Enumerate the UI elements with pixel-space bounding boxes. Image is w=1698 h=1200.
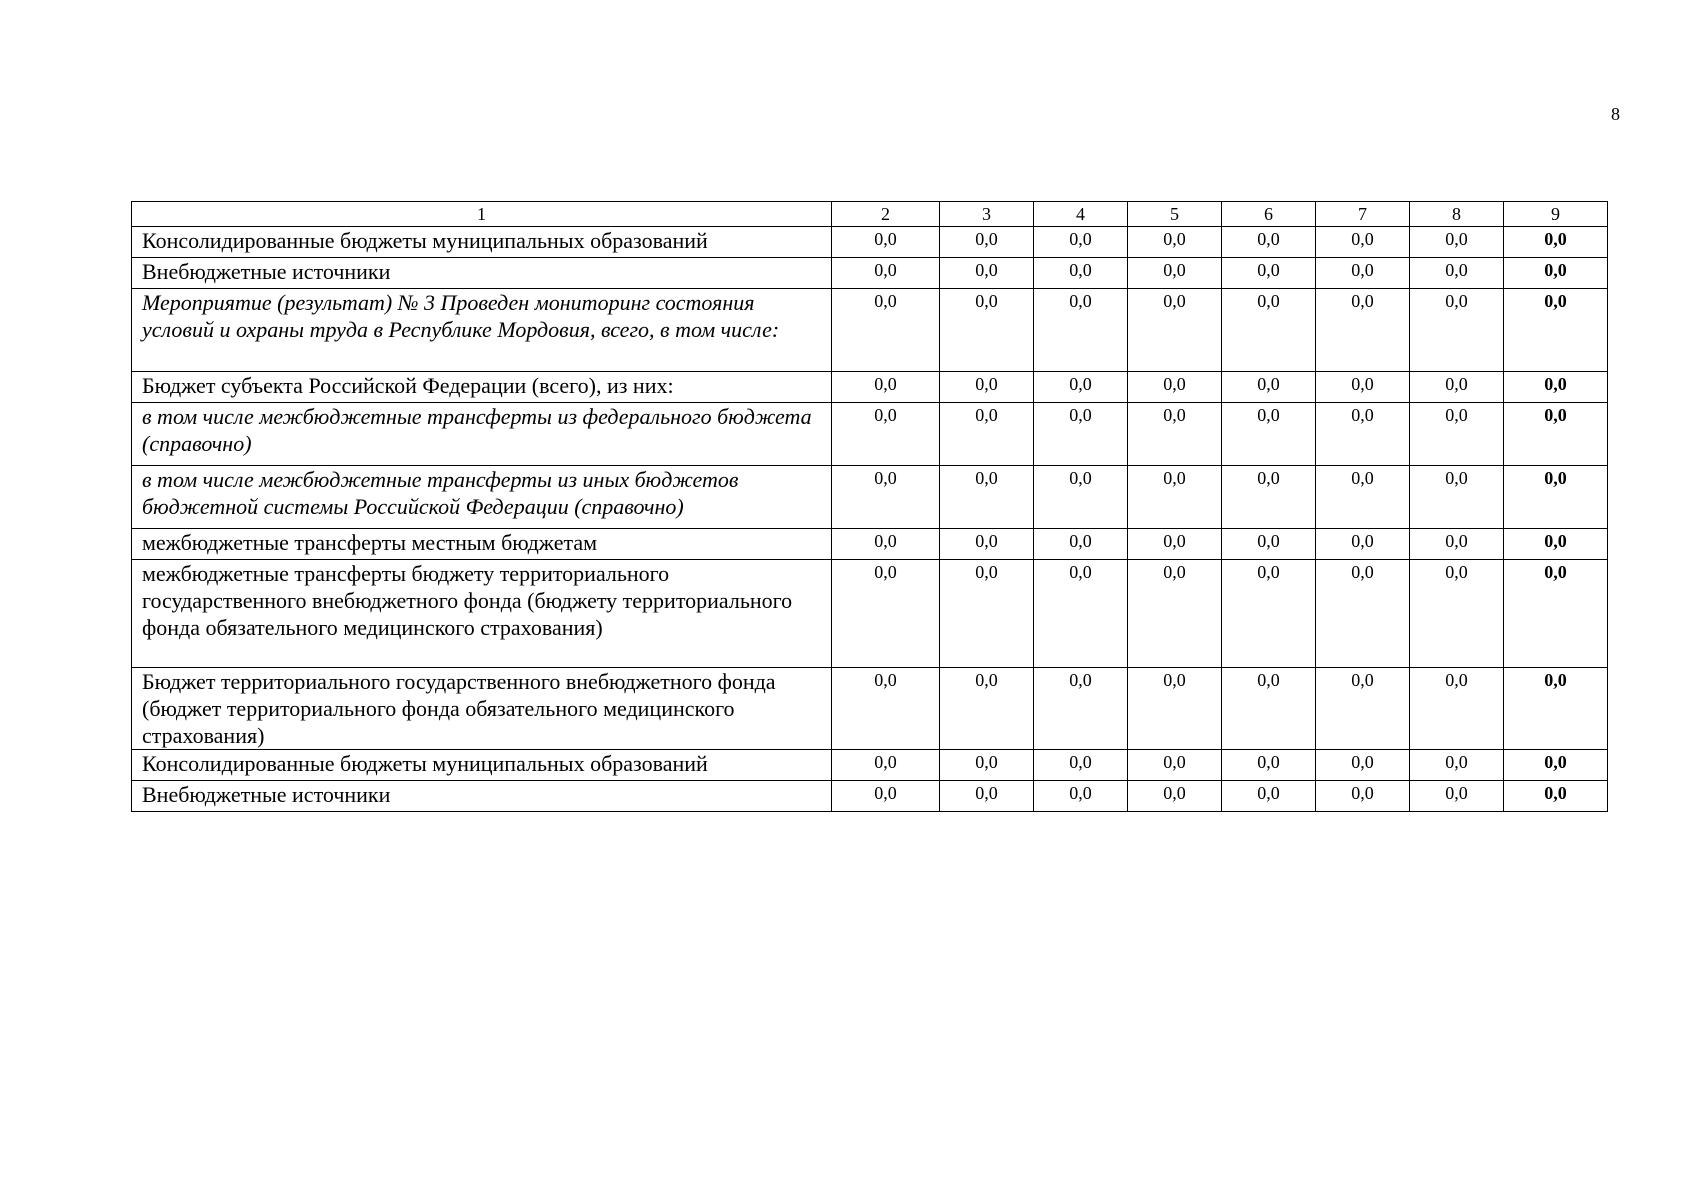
value-cell: 0,0 [1128, 289, 1222, 372]
value-cell: 0,0 [832, 466, 940, 529]
value-cell: 0,0 [1128, 258, 1222, 289]
value-cell: 0,0 [1034, 403, 1128, 466]
value-cell: 0,0 [1222, 289, 1316, 372]
value-cell: 0,0 [832, 403, 940, 466]
value-cell: 0,0 [1410, 466, 1504, 529]
value-cell: 0,0 [832, 560, 940, 668]
table-row [132, 750, 1608, 781]
value-cell: 0,0 [1034, 529, 1128, 560]
value-cell: 0,0 [1504, 750, 1608, 781]
value-cell: 0,0 [832, 750, 940, 781]
value-cell: 0,0 [1034, 466, 1128, 529]
value-cell: 0,0 [940, 781, 1034, 812]
value-cell: 0,0 [1316, 668, 1410, 750]
value-cell: 0,0 [1128, 750, 1222, 781]
value-cell: 0,0 [1222, 529, 1316, 560]
value-cell: 0,0 [1316, 750, 1410, 781]
table-row [132, 781, 1608, 812]
value-cell: 0,0 [1316, 781, 1410, 812]
value-cell: 0,0 [1316, 372, 1410, 403]
table-row [132, 529, 1608, 560]
value-cell: 0,0 [1034, 372, 1128, 403]
value-cell: 0,0 [1222, 560, 1316, 668]
value-cell: 0,0 [1410, 781, 1504, 812]
table-row [132, 227, 1608, 258]
value-cell: 0,0 [1316, 529, 1410, 560]
value-cell: 0,0 [940, 560, 1034, 668]
value-cell: 0,0 [1504, 466, 1608, 529]
value-cell: 0,0 [1222, 466, 1316, 529]
value-cell: 0,0 [1128, 227, 1222, 258]
table-row [132, 560, 1608, 668]
row-label: Консолидированные бюджеты муниципальных образований [132, 750, 832, 781]
value-cell: 0,0 [1410, 289, 1504, 372]
column-header: 6 [1222, 202, 1316, 227]
value-cell: 0,0 [1504, 529, 1608, 560]
value-cell: 0,0 [940, 258, 1034, 289]
value-cell: 0,0 [832, 227, 940, 258]
value-cell: 0,0 [1128, 403, 1222, 466]
value-cell: 0,0 [1410, 529, 1504, 560]
row-label: межбюджетные трансферты бюджету территориального государственного внебюджетного фонда (бюджету территориального фонда обязательного медицинского страхования) [132, 560, 832, 668]
column-header: 9 [1504, 202, 1608, 227]
value-cell: 0,0 [1128, 466, 1222, 529]
table-row [132, 466, 1608, 529]
value-cell: 0,0 [1034, 560, 1128, 668]
value-cell: 0,0 [1316, 466, 1410, 529]
row-label: Бюджет субъекта Российской Федерации (всего), из них: [132, 372, 832, 403]
value-cell: 0,0 [940, 529, 1034, 560]
value-cell: 0,0 [1128, 529, 1222, 560]
value-cell: 0,0 [1504, 258, 1608, 289]
row-label: межбюджетные трансферты местным бюджетам [132, 529, 832, 560]
row-label: Мероприятие (результат) № 3 Проведен мониторинг состояния условий и охраны труда в Республике Мордовия, всего, в том числе: [132, 289, 832, 372]
column-header: 1 [132, 202, 832, 227]
value-cell: 0,0 [940, 466, 1034, 529]
value-cell: 0,0 [1222, 668, 1316, 750]
value-cell: 0,0 [1410, 750, 1504, 781]
column-header: 3 [940, 202, 1034, 227]
value-cell: 0,0 [940, 227, 1034, 258]
value-cell: 0,0 [1410, 560, 1504, 668]
table-row [132, 258, 1608, 289]
value-cell: 0,0 [1316, 227, 1410, 258]
value-cell: 0,0 [832, 289, 940, 372]
column-header: 8 [1410, 202, 1504, 227]
value-cell: 0,0 [1504, 560, 1608, 668]
column-header: 2 [832, 202, 940, 227]
budget-table [131, 201, 1608, 812]
value-cell: 0,0 [940, 372, 1034, 403]
value-cell: 0,0 [1034, 227, 1128, 258]
table-row [132, 289, 1608, 372]
value-cell: 0,0 [832, 781, 940, 812]
value-cell: 0,0 [1034, 668, 1128, 750]
row-label: Консолидированные бюджеты муниципальных образований [132, 227, 832, 258]
column-header: 7 [1316, 202, 1410, 227]
value-cell: 0,0 [1504, 668, 1608, 750]
row-label: Внебюджетные источники [132, 781, 832, 812]
value-cell: 0,0 [1316, 560, 1410, 668]
row-label: в том числе межбюджетные трансферты из иных бюджетов бюджетной системы Российской Федерации (справочно) [132, 466, 832, 529]
value-cell: 0,0 [1504, 289, 1608, 372]
row-label: Внебюджетные источники [132, 258, 832, 289]
value-cell: 0,0 [1410, 258, 1504, 289]
row-label: в том числе межбюджетные трансферты из федерального бюджета (справочно) [132, 403, 832, 466]
table-row [132, 403, 1608, 466]
value-cell: 0,0 [1222, 372, 1316, 403]
header-row [132, 202, 1608, 227]
value-cell: 0,0 [832, 668, 940, 750]
value-cell: 0,0 [1222, 258, 1316, 289]
value-cell: 0,0 [1034, 750, 1128, 781]
page-number: 8 [1611, 104, 1620, 124]
value-cell: 0,0 [1128, 372, 1222, 403]
value-cell: 0,0 [1034, 258, 1128, 289]
value-cell: 0,0 [940, 750, 1034, 781]
value-cell: 0,0 [1128, 560, 1222, 668]
value-cell: 0,0 [1316, 403, 1410, 466]
value-cell: 0,0 [1504, 403, 1608, 466]
value-cell: 0,0 [832, 258, 940, 289]
value-cell: 0,0 [1034, 289, 1128, 372]
value-cell: 0,0 [1222, 227, 1316, 258]
value-cell: 0,0 [1504, 781, 1608, 812]
value-cell: 0,0 [1410, 372, 1504, 403]
value-cell: 0,0 [832, 372, 940, 403]
column-header: 4 [1034, 202, 1128, 227]
value-cell: 0,0 [1410, 227, 1504, 258]
value-cell: 0,0 [1128, 781, 1222, 812]
value-cell: 0,0 [1222, 781, 1316, 812]
value-cell: 0,0 [1504, 372, 1608, 403]
column-header: 5 [1128, 202, 1222, 227]
row-label: Бюджет территориального государственного внебюджетного фонда (бюджет территориального фонда обязательного медицинского страхования) [132, 668, 832, 750]
table-row [132, 668, 1608, 750]
value-cell: 0,0 [1504, 227, 1608, 258]
value-cell: 0,0 [1410, 668, 1504, 750]
value-cell: 0,0 [1410, 403, 1504, 466]
value-cell: 0,0 [940, 668, 1034, 750]
value-cell: 0,0 [940, 289, 1034, 372]
value-cell: 0,0 [1128, 668, 1222, 750]
value-cell: 0,0 [1316, 258, 1410, 289]
value-cell: 0,0 [832, 529, 940, 560]
table-row [132, 372, 1608, 403]
value-cell: 0,0 [1222, 750, 1316, 781]
value-cell: 0,0 [1222, 403, 1316, 466]
value-cell: 0,0 [940, 403, 1034, 466]
value-cell: 0,0 [1034, 781, 1128, 812]
value-cell: 0,0 [1316, 289, 1410, 372]
